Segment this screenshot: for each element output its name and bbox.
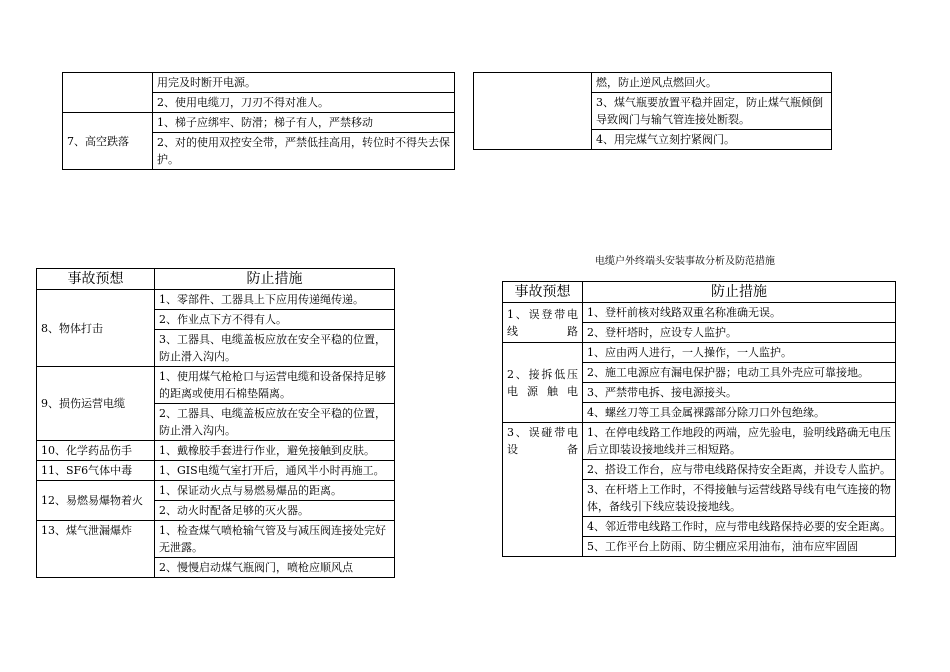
- table-row: [474, 73, 832, 93]
- table-row: [37, 521, 395, 558]
- header-accident: 事故预想: [37, 269, 155, 290]
- measure-cell: 1、使用煤气枪枪口与运营电缆和设备保持足够的距离或使用石棉垫隔离。: [155, 367, 395, 404]
- measure-cell: 3、工器具、电缆盖板应放在安全平稳的位置，防止滑入沟内。: [155, 330, 395, 367]
- measure-cell: 3、严禁带电拆、接电源接头。: [583, 383, 896, 403]
- category-cell: 10、化学药品伤手: [37, 441, 155, 461]
- table-row: [503, 423, 896, 460]
- measure-cell: 1、GIS电缆气室打开后，通风半小时再施工。: [155, 461, 395, 481]
- table-row: [37, 461, 395, 481]
- measure-cell: 2、使用电缆刀，刀刃不得对准人。: [153, 93, 455, 113]
- measure-cell: 2、作业点下方不得有人。: [155, 310, 395, 330]
- measure-cell: 1、保证动火点与易燃易爆品的距离。: [155, 481, 395, 501]
- measure-cell: 1、零部件、工器具上下应用传递绳传递。: [155, 290, 395, 310]
- measure-cell: 燃，防止逆风点燃回火。: [592, 73, 832, 93]
- table-bottom-left: [36, 268, 395, 578]
- table-top-left: [62, 72, 455, 170]
- category-cell: 13、煤气泄漏爆炸: [37, 521, 155, 578]
- table-row: [63, 113, 455, 133]
- header-measures: 防止措施: [583, 282, 896, 303]
- measure-cell: 5、工作平台上防雨、防尘棚应采用油布，油布应牢固固: [583, 537, 896, 557]
- table-caption: 电缆户外终端头安装事故分析及防范措施: [595, 256, 775, 267]
- category-cell: [63, 73, 153, 113]
- table-row: [63, 73, 455, 93]
- measure-cell: 2、对的使用双控安全带，严禁低挂高用，转位时不得失去保护。: [153, 133, 455, 170]
- table-header-row: [503, 282, 896, 303]
- measure-cell: 4、螺丝刀等工具金属裸露部分除刀口外包绝缘。: [583, 403, 896, 423]
- table-row: [37, 367, 395, 404]
- table-row: [503, 303, 896, 323]
- category-cell: 8、物体打击: [37, 290, 155, 367]
- category-cell: 1、误登带电线路: [503, 303, 583, 343]
- measure-cell: 2、搭设工作台，应与带电线路保持安全距离，并设专人监护。: [583, 460, 896, 480]
- category-cell: [474, 73, 592, 150]
- measure-cell: 用完及时断开电源。: [153, 73, 455, 93]
- measure-cell: 1、在停电线路工作地段的两端，应先验电，验明线路确无电压后立即装设接地线并三相短路。: [583, 423, 896, 460]
- measure-cell: 1、梯子应绑牢、防滑；梯子有人，严禁移动: [153, 113, 455, 133]
- measure-cell: 1、登杆前核对线路双重名称准确无误。: [583, 303, 896, 323]
- header-accident: 事故预想: [503, 282, 583, 303]
- measure-cell: 2、登杆塔时，应设专人监护。: [583, 323, 896, 343]
- category-cell: 11、SF6气体中毒: [37, 461, 155, 481]
- category-cell: 7、高空跌落: [63, 113, 153, 170]
- category-cell: 9、损伤运营电缆: [37, 367, 155, 441]
- measure-cell: 1、应由两人进行，一人操作，一人监护。: [583, 343, 896, 363]
- measure-cell: 1、戴橡胶手套进行作业，避免接触到皮肤。: [155, 441, 395, 461]
- table-row: [37, 290, 395, 310]
- category-cell: 2、接拆低压电源触电: [503, 343, 583, 423]
- category-cell: 12、易燃易爆物着火: [37, 481, 155, 521]
- table-row: [37, 481, 395, 501]
- measure-cell: 2、动火时配备足够的灭火器。: [155, 501, 395, 521]
- table-top-right: [473, 72, 832, 150]
- table-bottom-right: [502, 281, 896, 557]
- measure-cell: 4、邻近带电线路工作时，应与带电线路保持必要的安全距离。: [583, 517, 896, 537]
- measure-cell: 1、检查煤气喷枪输气管及与减压阀连接处完好无泄露。: [155, 521, 395, 558]
- table-row: [37, 441, 395, 461]
- measure-cell: 2、慢慢启动煤气瓶阀门，喷枪应顺风点: [155, 558, 395, 578]
- measure-cell: 4、用完煤气立刻拧紧阀门。: [592, 130, 832, 150]
- measure-cell: 2、施工电源应有漏电保护器；电动工具外壳应可靠接地。: [583, 363, 896, 383]
- table-header-row: [37, 269, 395, 290]
- category-cell: 3、误碰带电设备: [503, 423, 583, 557]
- measure-cell: 3、煤气瓶要放置平稳并固定，防止煤气瓶倾倒导致阀门与输气管连接处断裂。: [592, 93, 832, 130]
- measure-cell: 2、工器具、电缆盖板应放在安全平稳的位置，防止滑入沟内。: [155, 404, 395, 441]
- measure-cell: 3、在杆塔上工作时，不得接触与运营线路导线有电气连接的物体，备线引下线应装设接地线。: [583, 480, 896, 517]
- header-measures: 防止措施: [155, 269, 395, 290]
- table-row: [503, 343, 896, 363]
